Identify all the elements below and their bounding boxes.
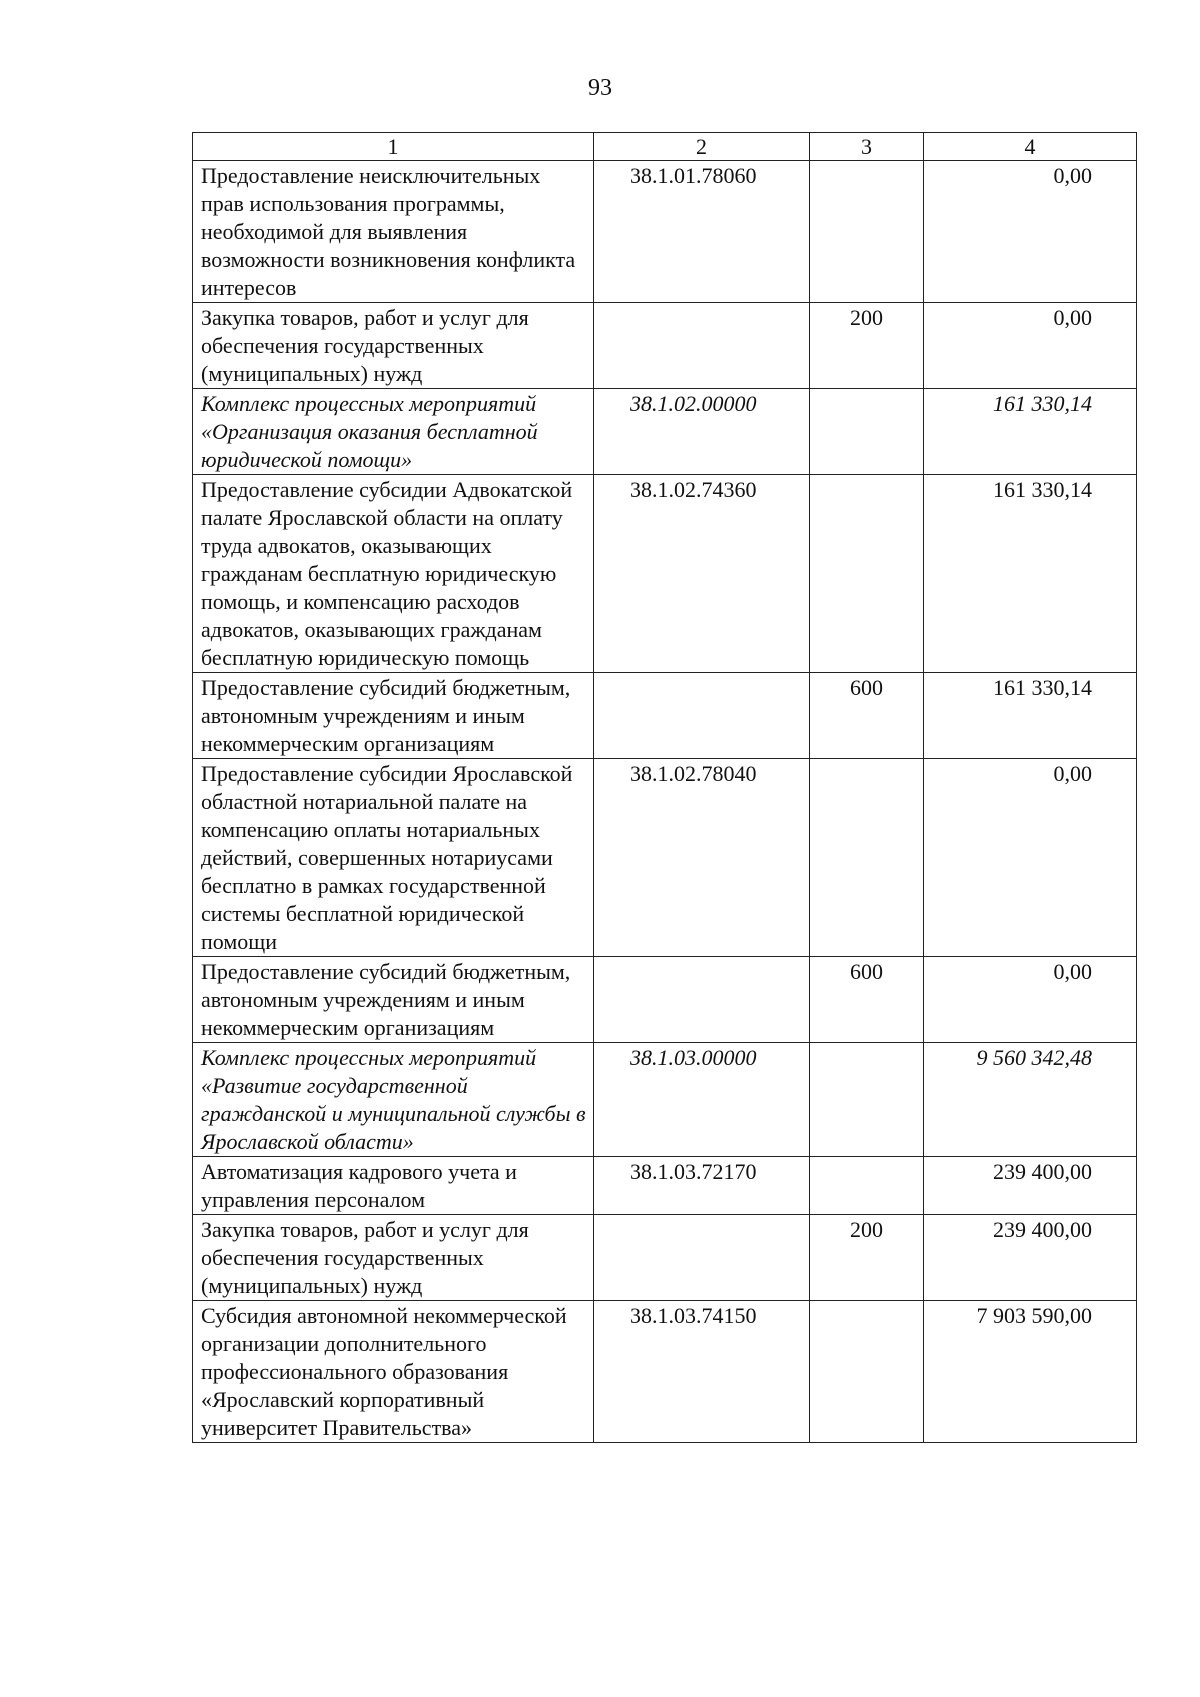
row-name-cell: Предоставление субсидии Адвокатской палате Ярославской области на оплату труда адвокатов, оказывающих гражданам бесплатную юридическую помощь, и компенсацию расходов адвокатов, оказывающих гражданам бесплатную юридическую помощь: [193, 475, 594, 673]
budget-table: [192, 132, 1137, 1443]
row-name-cell: Предоставление субсидий бюджетным, автономным учреждениям и иным некоммерческим организациям: [193, 673, 594, 759]
row-amount-cell: 161 330,14: [924, 475, 1137, 673]
row-amount-cell: 239 400,00: [924, 1215, 1137, 1301]
row-name-cell: Комплекс процессных мероприятий «Организация оказания бесплатной юридической помощи»: [193, 389, 594, 475]
row-type-cell: [810, 1301, 924, 1443]
row-amount-cell: 0,00: [924, 957, 1137, 1043]
row-type-cell: [810, 161, 924, 303]
row-amount-cell: 161 330,14: [924, 673, 1137, 759]
row-name-cell: Предоставление субсидий бюджетным, автономным учреждениям и иным некоммерческим организациям: [193, 957, 594, 1043]
table-row: [193, 759, 1137, 957]
row-amount-cell: 161 330,14: [924, 389, 1137, 475]
row-code-cell: 38.1.02.74360: [594, 475, 810, 673]
row-type-cell: 200: [810, 1215, 924, 1301]
table-row: [193, 475, 1137, 673]
row-amount-cell: 9 560 342,48: [924, 1043, 1137, 1157]
row-code-cell: 38.1.02.78040: [594, 759, 810, 957]
table-row: [193, 957, 1137, 1043]
row-type-cell: [810, 475, 924, 673]
row-name-cell: Субсидия автономной некоммерческой организации дополнительного профессионального образования «Ярославский корпоративный университет Правительства»: [193, 1301, 594, 1443]
row-code-cell: [594, 673, 810, 759]
table-body: [193, 161, 1137, 1443]
row-code-cell: 38.1.01.78060: [594, 161, 810, 303]
row-amount-cell: 7 903 590,00: [924, 1301, 1137, 1443]
page-number: 93: [588, 75, 612, 101]
row-code-cell: 38.1.03.00000: [594, 1043, 810, 1157]
row-code-cell: 38.1.03.74150: [594, 1301, 810, 1443]
header-col-2: 2: [594, 133, 810, 161]
row-amount-cell: 239 400,00: [924, 1157, 1137, 1215]
table-row: [193, 1215, 1137, 1301]
row-type-cell: 600: [810, 673, 924, 759]
header-col-3: 3: [810, 133, 924, 161]
table-row: [193, 1301, 1137, 1443]
header-col-1: 1: [193, 133, 594, 161]
table-row: [193, 673, 1137, 759]
row-code-cell: 38.1.02.00000: [594, 389, 810, 475]
row-type-cell: 600: [810, 957, 924, 1043]
row-name-cell: Автоматизация кадрового учета и управления персоналом: [193, 1157, 594, 1215]
row-type-cell: 200: [810, 303, 924, 389]
row-name-cell: Комплекс процессных мероприятий «Развитие государственной гражданской и муниципальной службы в Ярославской области»: [193, 1043, 594, 1157]
row-code-cell: [594, 957, 810, 1043]
row-amount-cell: 0,00: [924, 759, 1137, 957]
header-row: [193, 133, 1137, 161]
row-name-cell: Закупка товаров, работ и услуг для обеспечения государственных (муниципальных) нужд: [193, 303, 594, 389]
row-amount-cell: 0,00: [924, 303, 1137, 389]
row-code-cell: [594, 1215, 810, 1301]
row-code-cell: [594, 303, 810, 389]
row-name-cell: Предоставление субсидии Ярославской областной нотариальной палате на компенсацию оплаты нотариальных действий, совершенных нотариусами бесплатно в рамках государственной системы бесплатной юридической помощи: [193, 759, 594, 957]
row-code-cell: 38.1.03.72170: [594, 1157, 810, 1215]
row-type-cell: [810, 1043, 924, 1157]
row-type-cell: [810, 1157, 924, 1215]
row-type-cell: [810, 759, 924, 957]
table-row: [193, 1043, 1137, 1157]
row-name-cell: Предоставление неисключительных прав использования программы, необходимой для выявления возможности возникновения конфликта интересов: [193, 161, 594, 303]
table-row: [193, 1157, 1137, 1215]
table-row: [193, 389, 1137, 475]
row-name-cell: Закупка товаров, работ и услуг для обеспечения государственных (муниципальных) нужд: [193, 1215, 594, 1301]
header-col-4: 4: [924, 133, 1137, 161]
row-type-cell: [810, 389, 924, 475]
table-row: [193, 161, 1137, 303]
row-amount-cell: 0,00: [924, 161, 1137, 303]
table-row: [193, 303, 1137, 389]
table-header: [193, 133, 1137, 161]
